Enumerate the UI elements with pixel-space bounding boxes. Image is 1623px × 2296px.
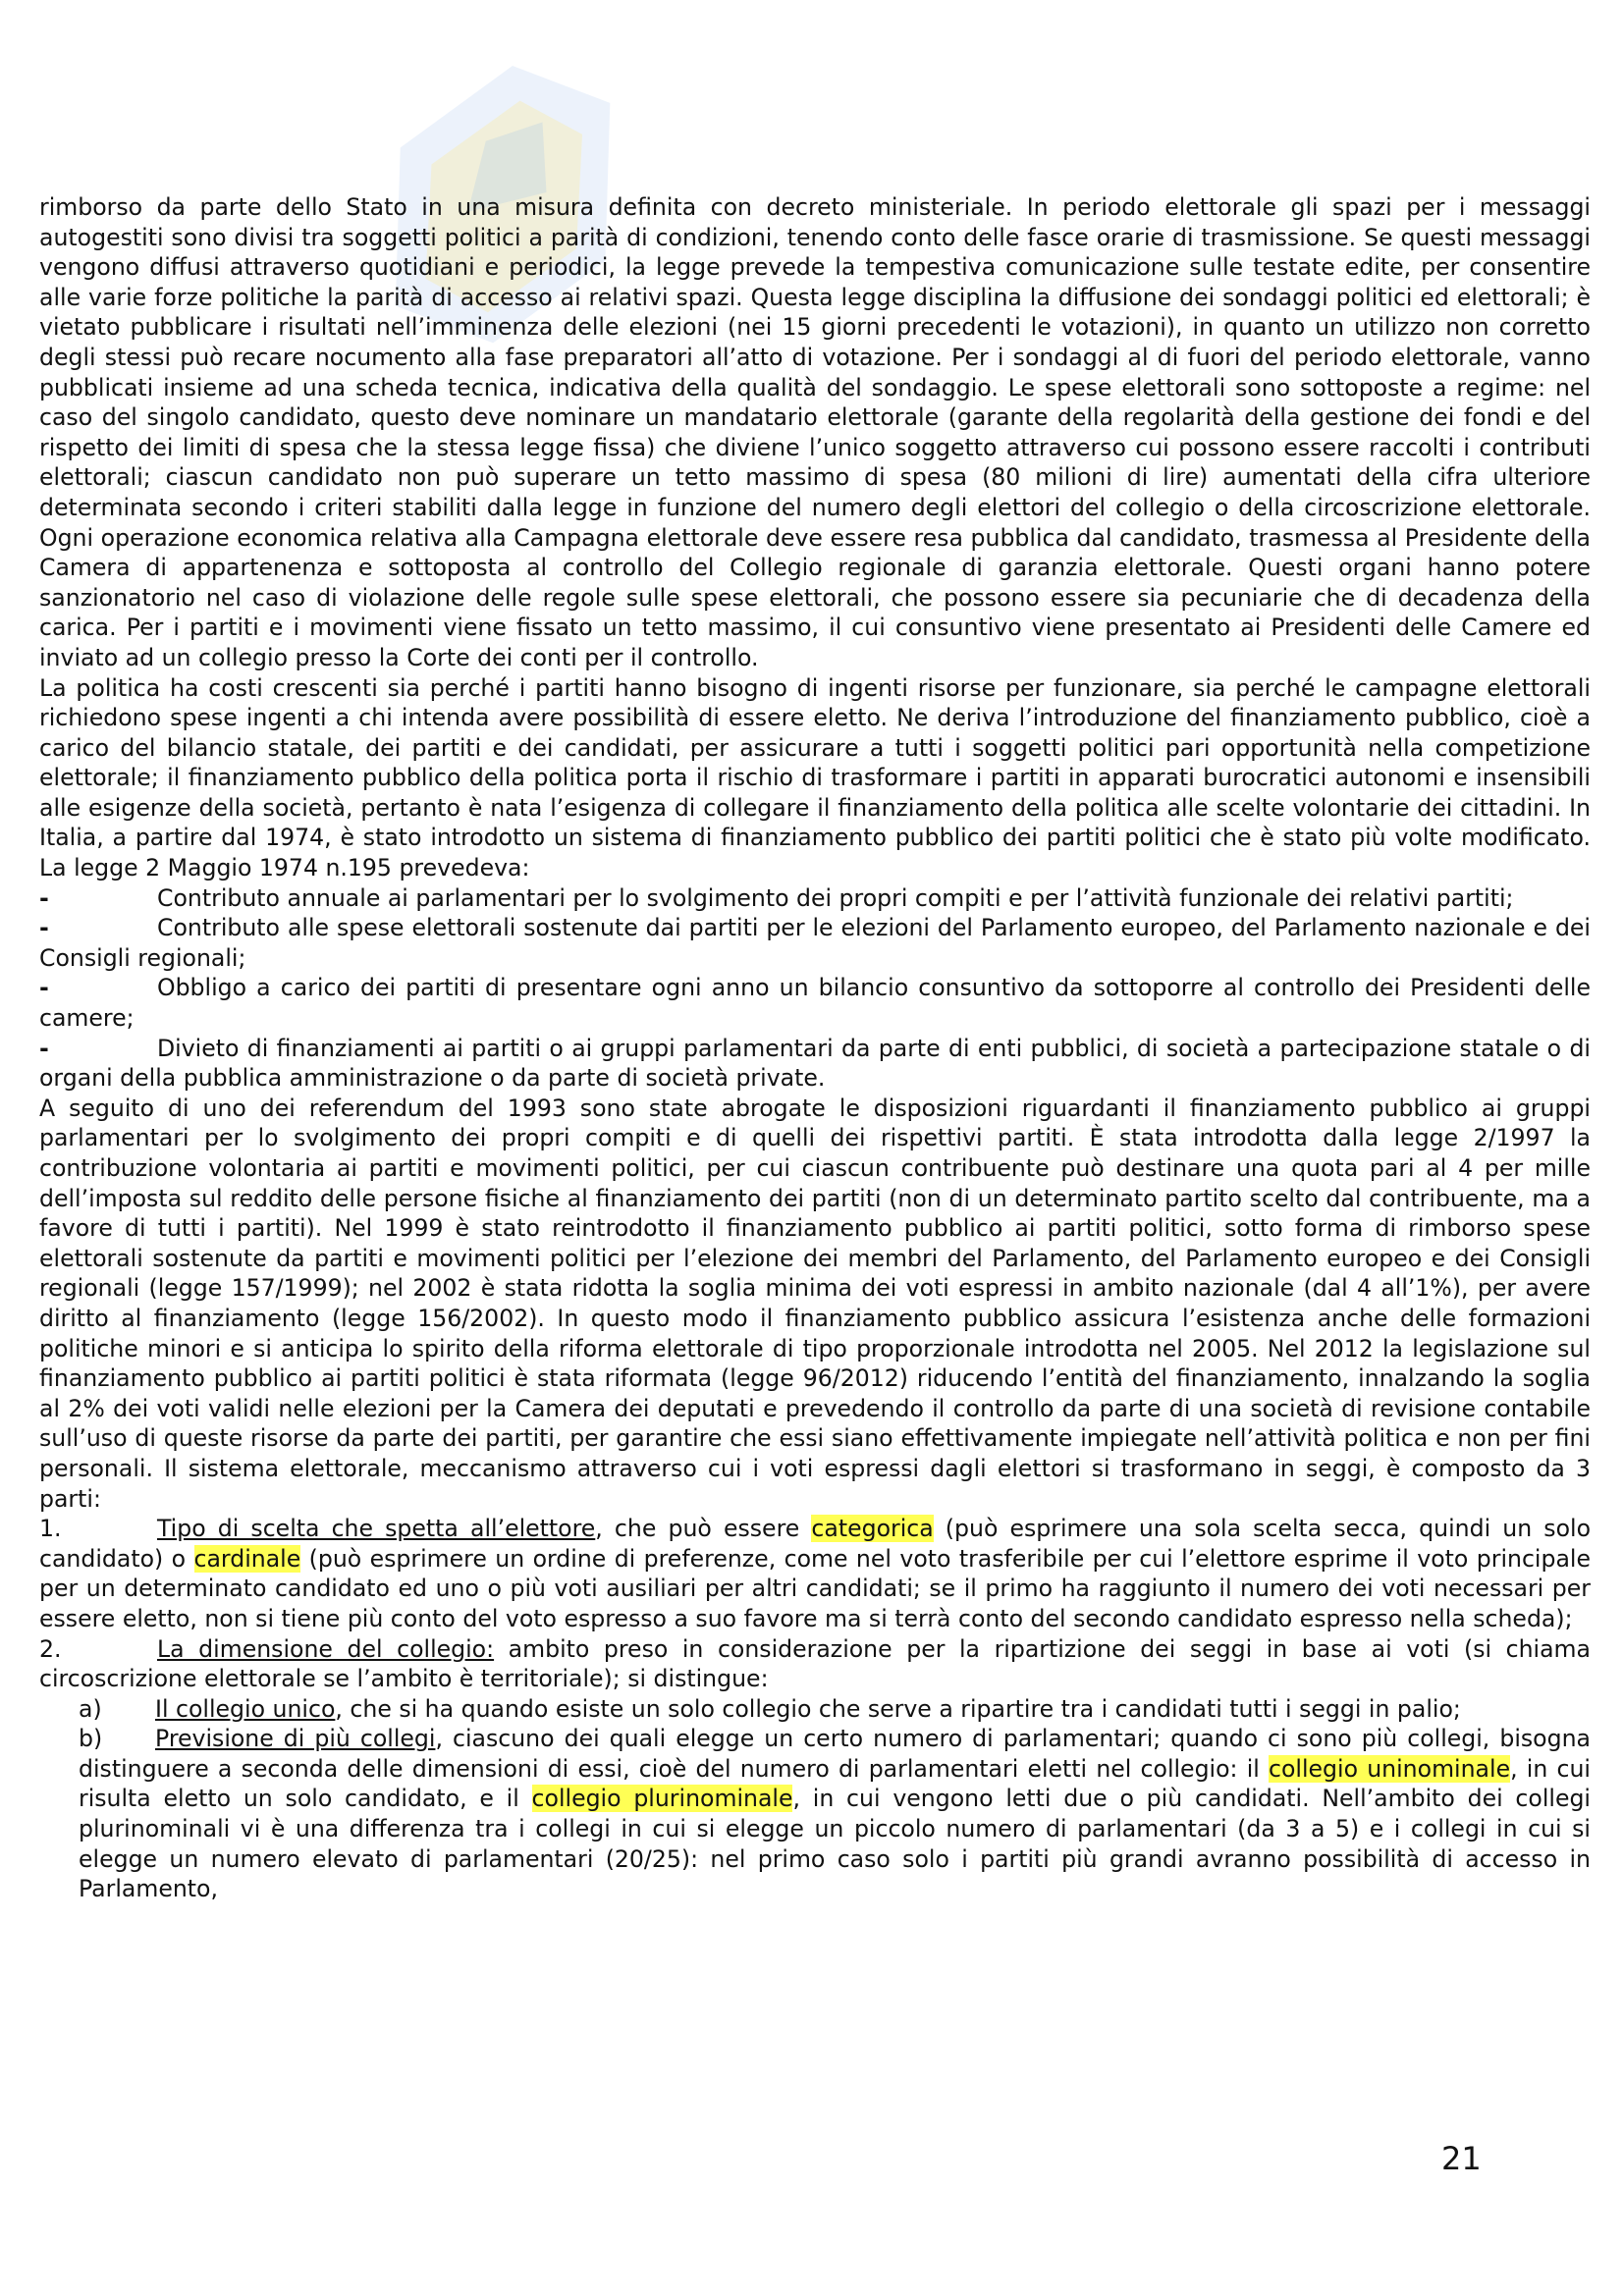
list-item: - Divieto di finanziamenti ai partiti o ai gruppi parlamentari da parte di enti pubblici, di società a partecipazione statale o di organi della pubblica amministrazione o da parte di società private. xyxy=(39,1034,1591,1093)
highlight: categorica xyxy=(811,1515,934,1543)
document-body xyxy=(39,192,1591,1904)
sub-item: a) Il collegio unico, che si ha quando esiste un solo collegio che serve a ripartire tra i candidati tutti i seggi in palio; xyxy=(79,1694,1461,1723)
list-item: - Obbligo a carico dei partiti di presentare ogni anno un bilancio consuntivo da sottoporre al controllo dei Presidenti delle camere; xyxy=(39,974,1591,1033)
highlight: cardinale xyxy=(193,1544,301,1573)
paragraph: rimborso da parte dello Stato in una misura definita con decreto ministeriale. In periodo elettorale gli spazi per i messaggi autogestiti sono divisi tra soggetti politici a parità di condizioni, tenendo conto delle fasce orarie di trasmissione. Se questi messaggi vengono diffusi attraverso quotidiani e periodici, la legge prevede la tempestiva comunicazione sulle testate edite, per consentire alle varie forze politiche la parità di accesso ai relativi spazi. Questa legge disciplina la diffusione dei sondaggi politici ed elettorali; è vietato pubblicare i risultati nell’imminenza delle elezioni (nei 15 giorni precedenti le votazioni), in quanto un utilizzo non corretto degli stessi può recare nocumento alla fase preparatori all’atto di votazione. Per i sondaggi al di fuori del periodo elettorale, vanno pubblicati insieme ad una scheda tecnica, indicativa della qualità del sondaggio. Le spese elettorali sono sottoposte a regime: nel caso del singolo candidato, questo deve nominare un mandatario elettorale (garante della regolarità della gestione dei fondi e del rispetto dei limiti di spesa che la stessa legge fissa) che diviene l’unico soggetto attraverso cui possono essere raccolti i contributi elettorali; ciascun candidato non può superare un tetto massimo di spesa (80 milioni di lire) aumentati della cifra ulteriore determinata secondo i criteri stabiliti dalla legge in funzione del numero degli elettori del collegio o della circoscrizione elettorale. Ogni operazione economica relativa alla Campagna elettorale deve essere resa pubblica dal candidato, trasmessa al Presidente della Camera di appartenenza e sottoposta al controllo del Collegio regionale di garanzia elettorale. Questi organi hanno potere sanzionatorio nel caso di violazione delle regole sulle spese elettorali, che possono essere sia pecuniarie che di decadenza della carica. Per i partiti e i movimenti viene fissato un tetto massimo, il cui consuntivo viene presentato ai Presidenti delle Camere ed inviato ad un collegio presso la Corte dei conti per il controllo. xyxy=(39,193,1591,671)
highlight: collegio plurinominale xyxy=(531,1785,793,1813)
numbered-item: 2. La dimensione del collegio: ambito preso in considerazione per la ripartizione dei seggi in base ai voti (si chiama circoscrizione elettorale se l’ambito è territoriale); si distingue: xyxy=(39,1634,1591,1693)
sub-item: b) Previsione di più collegi, ciascuno dei quali elegge un certo numero di parlamentari; quando ci sono più collegi, bisogna distinguere a seconda delle dimensioni di essi, cioè del numero di parlamentari eletti nel collegio: il collegio uninominale, in cui risulta eletto un solo candidato, e il collegio plurinominale, in cui vengono letti due o più candidati. Nell’ambito dei collegi plurinominali vi è una differenza tra i collegi in cui si elegge un piccolo numero di parlamentari (da 3 a 5) e i collegi in cui si elegge un numero elevato di parlamentari (20/25): nel primo caso solo i partiti più grandi avranno possibilità di accesso in Parlamento, xyxy=(79,1725,1591,1903)
list-item: - Contributo annuale ai parlamentari per lo svolgimento dei propri compiti e per l’attività funzionale dei relativi partiti; xyxy=(39,883,1514,912)
numbered-item: 1. Tipo di scelta che spetta all’elettore, che può essere categorica (può esprimere una sola scelta secca, quindi un solo candidato) o cardinale (può esprimere un ordine di preferenze, come nel voto trasferibile per cui l’elettore esprime il voto principale per un determinato candidato ed uno o più voti ausiliari per altri candidati; se il primo ha raggiunto il numero dei voti necessari per essere eletto, non si tiene più conto del voto espresso a suo favore ma si terrà conto del secondo candidato espresso nella scheda); xyxy=(39,1515,1591,1632)
page-number: 21 xyxy=(1441,2140,1482,2177)
list-item: - Contributo alle spese elettorali sostenute dai partiti per le elezioni del Parlamento europeo, del Parlamento nazionale e dei Consigli regionali; xyxy=(39,914,1591,972)
paragraph: A seguito di uno dei referendum del 1993 sono state abrogate le disposizioni riguardanti il finanziamento pubblico ai gruppi parlamentari per lo svolgimento dei propri compiti e di quelli dei rispettivi partiti. È stata introdotta dalla legge 2/1997 la contribuzione volontaria ai partiti e movimenti politici, per cui ciascun contribuente può destinare una quota pari al 4 per mille dell’imposta sul reddito delle persone fisiche al finanziamento dei partiti (non di un determinato partito scelto dal contribuente, ma a favore di tutti i partiti). Nel 1999 è stato reintrodotto il finanziamento pubblico ai partiti politici, sotto forma di rimborso spese elettorali sostenute da partiti e movimenti politici per l’elezione dei membri del Parlamento, del Parlamento europeo e dei Consigli regionali (legge 157/1999); nel 2002 è stata ridotta la soglia minima dei voti espressi in ambito nazionale (dal 4 all’1%), per avere diritto al finanziamento (legge 156/2002). In questo modo il finanziamento pubblico assicura l’esistenza anche delle formazioni politiche minori e si anticipa lo spirito della riforma elettorale di tipo proporzionale introdotta nel 2005. Nel 2012 la legislazione sul finanziamento pubblico ai partiti politici è stata riformata (legge 96/2012) riducendo l’entità del finanziamento, innalzando la soglia al 2% dei voti validi nelle elezioni per la Camera dei deputati e prevedendo il controllo da parte di una società di revisione contabile sull’uso di queste risorse da parte dei partiti, per garantire che essi siano effettivamente impiegate nell’attività politica e non per fini personali. Il sistema elettorale, meccanismo attraverso cui i voti espressi dagli elettori si trasformano in seggi, è composto da 3 parti: xyxy=(39,1094,1592,1513)
highlight: collegio uninominale xyxy=(1269,1754,1511,1783)
bullet-list xyxy=(39,883,1591,1094)
paragraph: La politica ha costi crescenti sia perché i partiti hanno bisogno di ingenti risorse per funzionare, sia perché le campagne elettorali richiedono spese ingenti a chi intenda avere possibilità di essere eletto. Ne deriva l’introduzione del finanziamento pubblico, cioè a carico del bilancio statale, dei partiti e dei candidati, per assicurare a tutti i soggetti politici pari opportunità nella competizione elettorale; il finanziamento pubblico della politica porta il rischio di trasformare i partiti in apparati burocratici autonomi e insensibili alle esigenze della società, pertanto è nata l’esigenza di collegare il finanziamento della politica alle scelte volontarie dei cittadini. In Italia, a partire dal 1974, è stato introdotto un sistema di finanziamento pubblico dei partiti politici che è stato più volte modificato. La legge 2 Maggio 1974 n.195 prevedeva: xyxy=(39,673,1591,882)
